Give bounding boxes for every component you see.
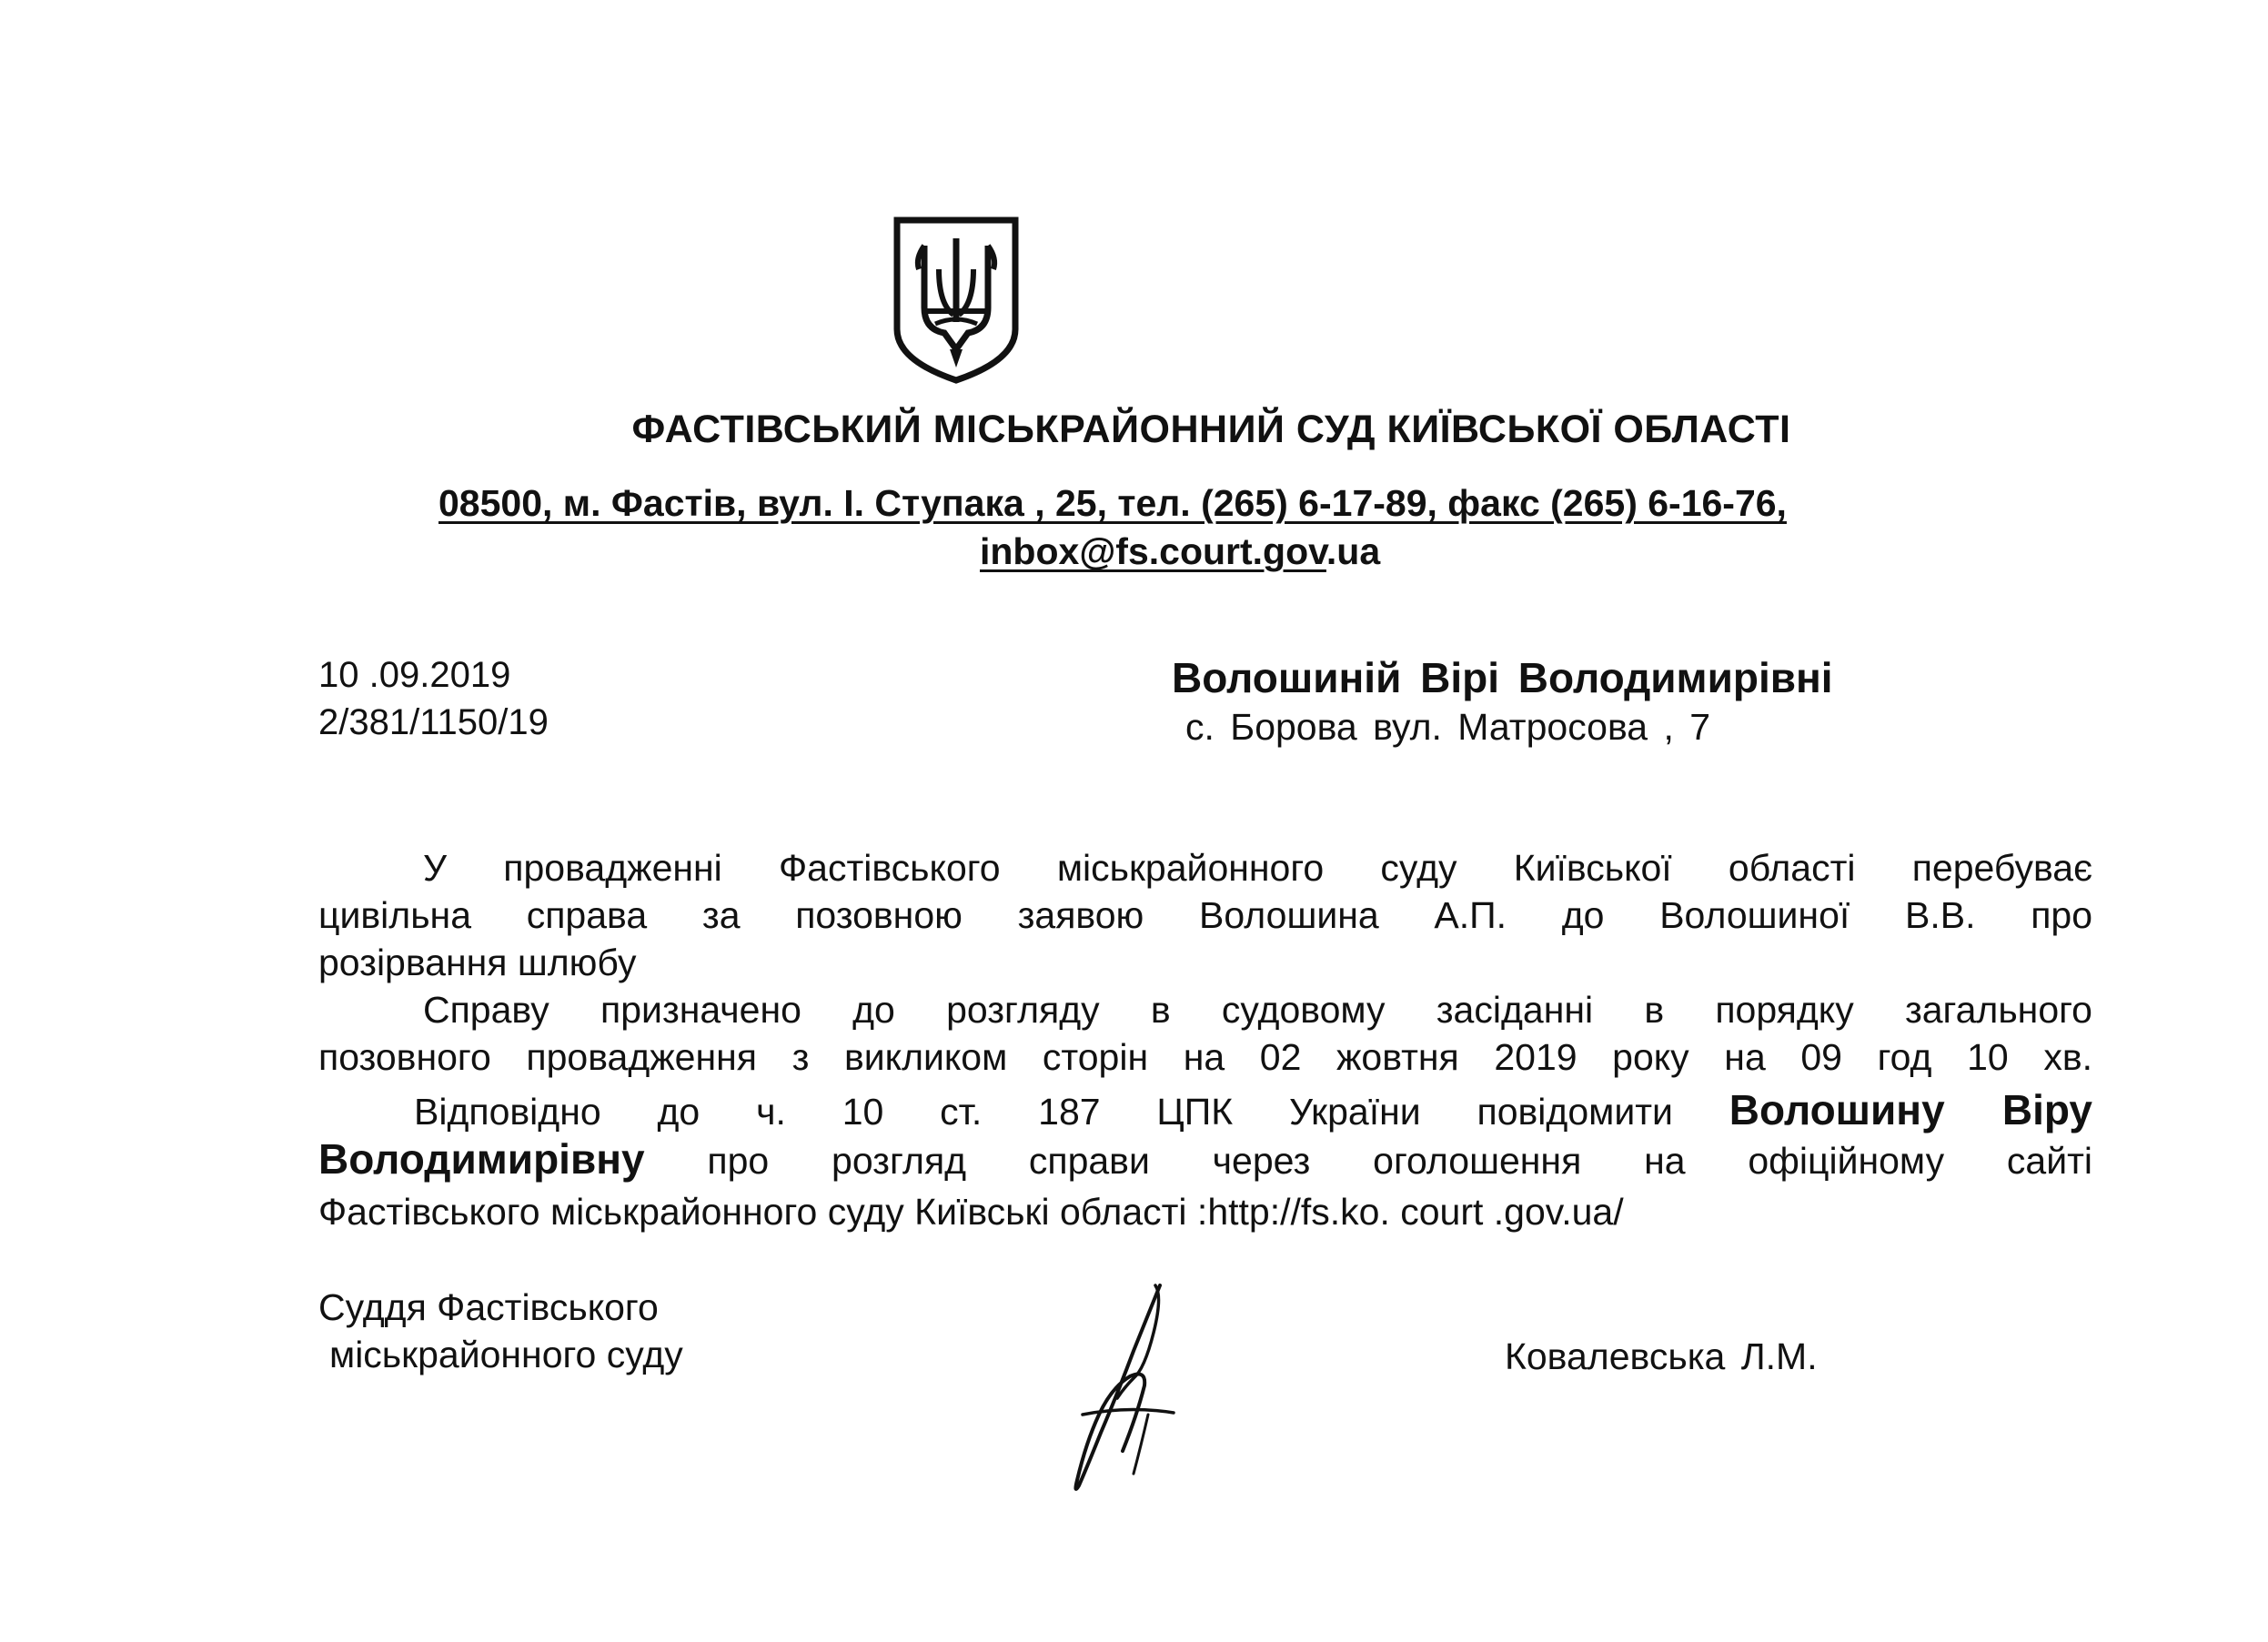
document-date: 10 .09.2019 [318,655,511,695]
handwritten-signature [1046,1278,1201,1496]
paragraph-3-line-2-bold: Володимирівну [318,1135,645,1183]
court-email-line [980,530,1380,573]
paragraph-1-line-3: розірвання шлюбу [318,942,637,983]
paragraph-3-line-1 [318,1086,2092,1135]
judge-title-line-2: міськрайонного суду [329,1334,683,1375]
paragraph-3-line-3: Фастівського міськрайонного суду Київські області :http://fs.ko. court .gov.ua/ [318,1191,1624,1233]
court-address-line: 08500, м. Фастів, вул. І. Ступака , 25, тел. (265) 6-17-89, факс (265) 6-16-76, [438,482,1787,524]
paragraph-3-line-1-text: Відповідно до ч. 10 ст. 187 ЦПК України повідомити [414,1091,1673,1133]
paragraph-3-end [318,1188,2092,1235]
paragraph-2-line-2: позовного провадження з викликом сторін на 02 жовтня 2019 року на 09 год 10 хв. [318,1036,2092,1078]
paragraph-2 [318,986,2092,1081]
court-email-suffix: .ua [1326,530,1381,572]
addressee-name: Волошиній Вірі Володимирівні [1172,654,1833,701]
paragraph-3-line-2 [318,1135,2092,1184]
document-reference: 2/381/1150/19 [318,702,549,742]
paragraph-1-end [318,939,2092,986]
paragraph-3-line-1-bold: Волошину Віру [1729,1086,2092,1133]
court-name-heading [0,408,2268,452]
paragraph-1-line-2: цивільна справа за позовною заявою Волошина А.П. до Волошиної В.В. про [318,894,2092,936]
paragraph-1-line-1: У провадженні Фастівського міськрайонного суду Київської області перебуває [423,847,2092,889]
court-name-text: ФАСТІВСЬКИЙ МІСЬКРАЙОННИЙ СУД КИЇВСЬКОЇ ОБЛАСТІ [631,408,1791,451]
judge-name: Ковалевська Л.М. [1505,1335,1818,1377]
paragraph-3-line-2-text: про розгляд справи через оголошення на офіційному сайті [707,1140,2092,1182]
judge-title-line-1: Суддя Фастівського [318,1286,659,1328]
addressee-address: с. Борова вул. Матросова , 7 [1185,706,1711,748]
court-email: inbox@fs.court.gov [980,530,1326,572]
paragraph-3 [318,1086,2092,1184]
trident-coat-of-arms-icon [890,213,1023,386]
paragraph-1 [318,844,2092,939]
paragraph-2-line-1: Справу призначено до розгляду в судовому засіданні в порядку загального [423,989,2092,1031]
